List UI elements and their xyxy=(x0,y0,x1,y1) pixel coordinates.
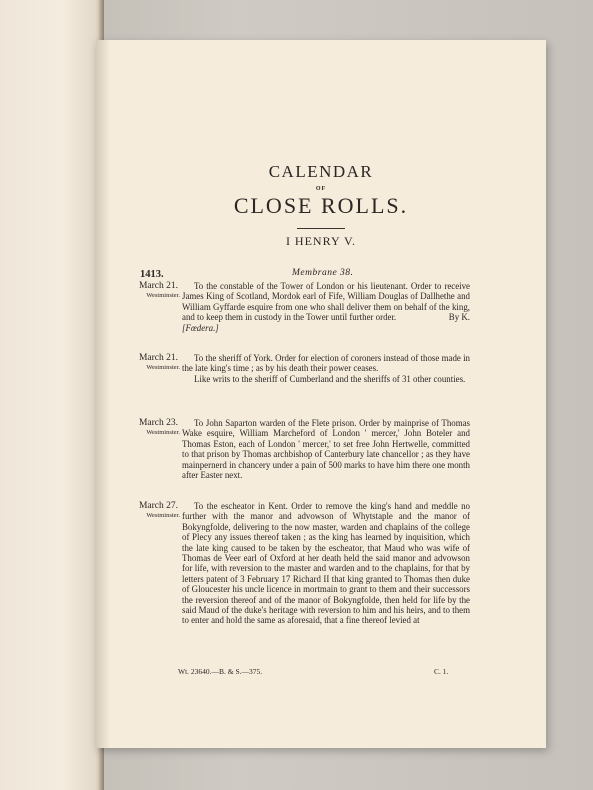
title-rule xyxy=(297,228,345,229)
entry-text: To the escheator in Kent. Order to remove the king's hand and meddle no further with the manor and advowson of Whytstaple and the manor of Bokyngfolde, delivering to the now master, warden and chaplains of the college of Plecy any issues thereof taken ; as the king has learned by inquisition, which the late king caused to be taken by the escheator, that Maud who was wife of Thomas de Veer earl of Oxford at her death held the said manor and advowson for life, with reversion to the master and warden and to the chaplains, for that by letters patent of 3 February 17 Richard II that king granted to Thomas then duke of Gloucester his uncle licence in mortmain to grant to them and their successors the reversion thereof and of the manor of Bokyngfolde, then held for life by the said Maud of the duke's heritage with reversion to him and his heirs, and to them to enter and hold the same as aforesaid, that a fine thereof levied at xyxy=(182,501,470,626)
entry-place: Westminster. xyxy=(146,364,180,371)
entry-date: March 23. xyxy=(138,418,178,428)
entry-text xyxy=(182,281,470,333)
entry-date: March 27. xyxy=(138,501,178,511)
year-label: 1413. xyxy=(140,269,164,280)
entry-date: March 21. xyxy=(138,353,178,363)
title-calendar: CALENDAR xyxy=(268,162,374,181)
signature-mark: C. 1. xyxy=(434,667,449,676)
entry-place: Westminster. xyxy=(146,512,180,519)
entry-place: Westminster. xyxy=(146,429,180,436)
left-page-edge xyxy=(0,0,104,790)
title-of: OF xyxy=(315,186,327,192)
entry-body: To the sheriff of York. Order for election of coroners instead of those made in the late king's time ; as by his death their power ceases. xyxy=(182,353,470,374)
entry-body-2: Like writs to the sheriff of Cumberland and the sheriffs of 31 other counties. xyxy=(194,373,466,384)
entry-text xyxy=(182,353,470,384)
entry-date: March 21. xyxy=(138,281,178,291)
entry-place: Westminster. xyxy=(146,292,180,299)
printer-mark: Wt. 23640.—B. & S.—375. xyxy=(178,667,263,676)
entry-note: [Fœdera.] xyxy=(182,322,219,333)
membrane-heading: Membrane 38. xyxy=(292,268,354,278)
reign-heading: I HENRY V. xyxy=(285,234,357,248)
entry-signature: By K. xyxy=(448,312,470,323)
entry-text: To John Saparton warden of the Flete prison. Order by mainprise of Thomas Wake esquire, William Marcheford of London ' mercer,' John Boteler and Thomas Eston, each of London ' mercer,' to set free John Hertwelle, committed to that prison by Thomas archbishop of Canterbury late chancellor ; as they have mainpernerd in chancery under a pain of 500 marks to have him there one month after Easter next. xyxy=(182,418,470,481)
entry-body: To the constable of the Tower of London or his lieutenant. Order to receive James King of Scotland, Mordok earl of Fife, William Douglas of Dallhethe and William Gyffarde esquire from one who shall deliver them on behalf of the king, and to keep them in custody in the Tower until further order. xyxy=(182,281,470,323)
book-page xyxy=(96,40,546,748)
page-gutter-shadow xyxy=(96,40,110,748)
title-close-rolls: CLOSE ROLLS. xyxy=(233,193,409,218)
